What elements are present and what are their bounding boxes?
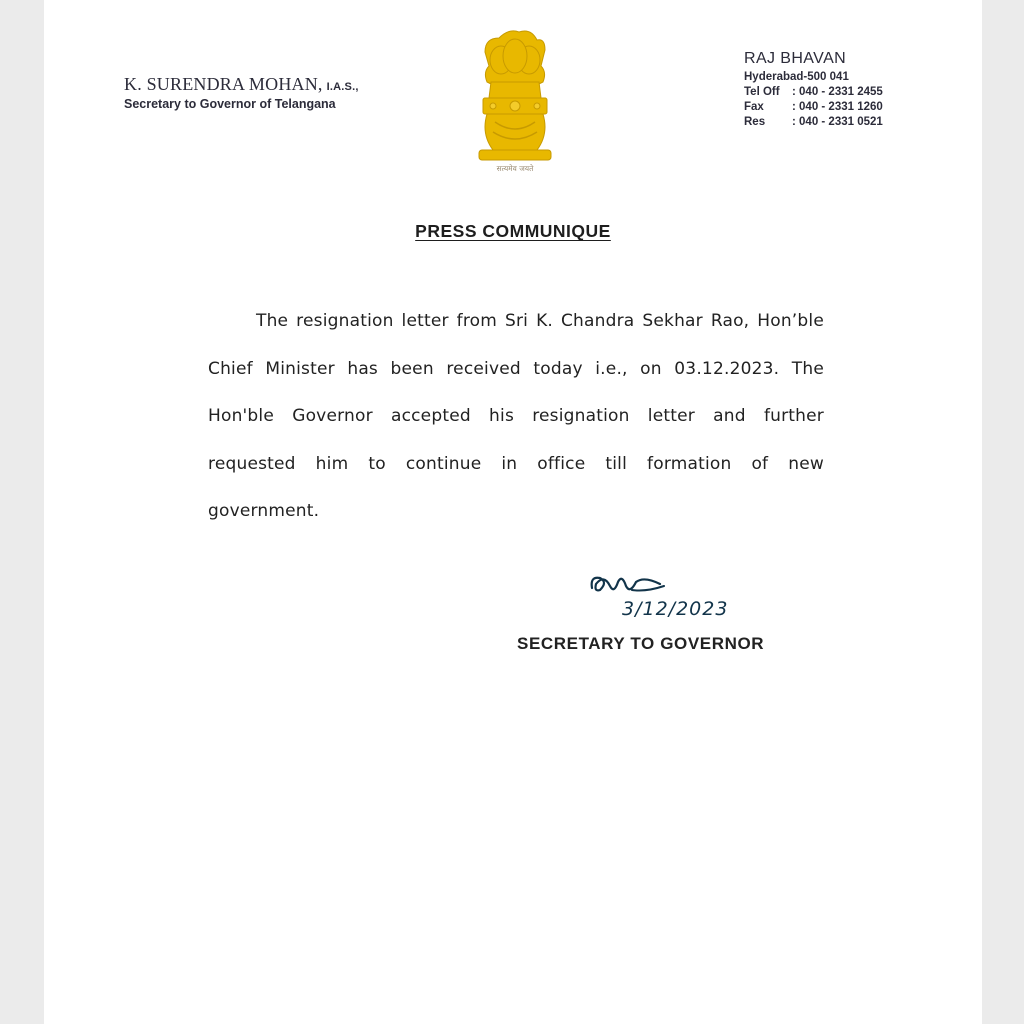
office-block	[744, 50, 883, 130]
contact-res	[744, 115, 883, 130]
contact-fax	[744, 100, 883, 115]
office-title: RAJ BHAVAN	[744, 50, 847, 67]
sender-title: Secretary to Governor of Telangana	[124, 97, 336, 111]
heading-text: PRESS COMMUNIQUE	[415, 221, 611, 241]
letterhead-page	[44, 0, 982, 1024]
contact-res-label: Res	[744, 116, 766, 128]
contact-tel-value: : 040 - 2331 2455	[792, 86, 883, 98]
contact-res-value: : 040 - 2331 0521	[792, 116, 883, 128]
sender-name-line	[124, 74, 359, 95]
sender-name: K. SURENDRA MOHAN,	[124, 74, 323, 94]
emblem-motto: सत्यमेव जयते	[496, 164, 534, 173]
sender-suffix: I.A.S.,	[326, 81, 359, 93]
body-paragraph: The resignation letter from Sri K. Chandra Sekhar Rao, Hon’ble Chief Minister has been received today i.e., on 03.12.2023. The Hon'ble Governor accepted his resignation letter and further requested him to continue in office till formation of new government.	[208, 311, 824, 521]
contact-fax-value: : 040 - 2331 1260	[792, 101, 883, 113]
contact-fax-label: Fax	[744, 101, 764, 113]
contact-tel	[744, 85, 883, 100]
sender-block	[124, 74, 359, 111]
national-emblem-icon	[469, 26, 561, 178]
contact-tel-label: Tel Off	[744, 86, 780, 98]
signature-date: 3/12/2023	[622, 598, 729, 620]
document-heading	[44, 221, 982, 242]
signature	[586, 568, 766, 628]
signatory-designation: SECRETARY TO GOVERNOR	[517, 634, 765, 653]
office-address: Hyderabad-500 041	[744, 71, 849, 83]
